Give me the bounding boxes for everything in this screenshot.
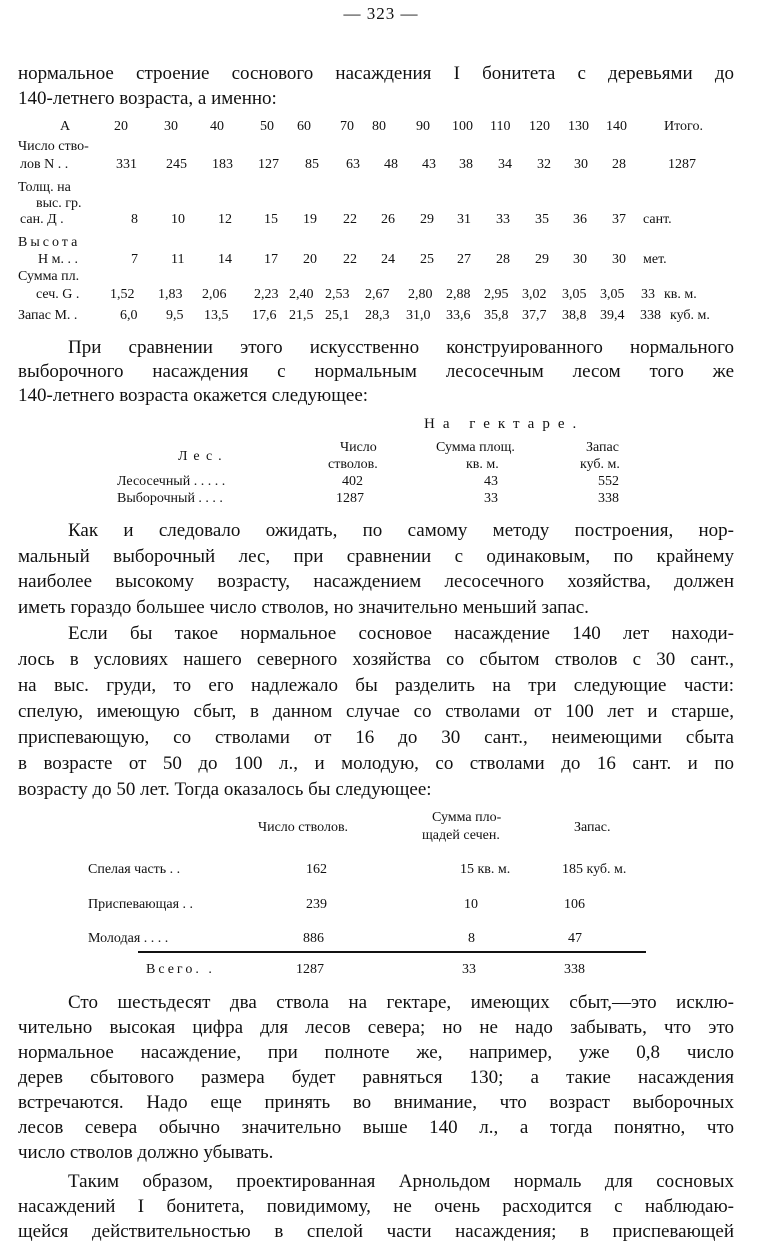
- table-cell: 15: [264, 212, 278, 227]
- row-label: Толщ. на: [18, 180, 71, 195]
- text-line: Таким образом, проектированная Арнольдом нормаль для сосновых: [68, 1171, 734, 1192]
- table-cell: 22: [343, 252, 357, 267]
- table-cell: 34: [498, 157, 512, 172]
- column-header: щадей сечен.: [422, 828, 500, 843]
- table-cell: 27: [457, 252, 471, 267]
- text-line: иметь гораздо большее число стволов, но значительно меньший запас.: [18, 597, 589, 618]
- table-cell: 17: [264, 252, 278, 267]
- table-cell: 2,80: [408, 287, 433, 302]
- table-cell: 2,23: [254, 287, 279, 302]
- table-cell: 13,5: [204, 308, 229, 323]
- table-cell: 2,53: [325, 287, 350, 302]
- table-header-cell: 80: [372, 119, 386, 134]
- table-cell: 22: [343, 212, 357, 227]
- row-label: Запас M. .: [18, 308, 78, 323]
- row-label: сеч. G .: [36, 287, 80, 302]
- row-label: выс. гр.: [36, 196, 82, 211]
- table-cell: 11: [171, 252, 185, 267]
- text-line: Если бы такое нормальное сосновое насаждение 140 лет находи-: [68, 623, 734, 644]
- table-cell: 17,6: [252, 308, 277, 323]
- table-header-cell: 140: [606, 119, 627, 134]
- table-header-cell: 100: [452, 119, 473, 134]
- table-cell: 43: [484, 474, 498, 489]
- text-line: нормальное насаждение, при полноте же, например, уже 0,8 число: [18, 1042, 734, 1063]
- text-line: чительно высокая цифра для лесов севера; но не надо забывать, что это: [18, 1017, 734, 1038]
- column-header: Сумма площ.: [436, 440, 515, 455]
- column-header: Сумма пло-: [432, 810, 502, 825]
- table-cell: 1,83: [158, 287, 183, 302]
- table-cell: 552: [598, 474, 619, 489]
- text-line: При сравнении этого искусственно конструированного нормального: [68, 337, 734, 358]
- row-label: Всего. .: [146, 962, 215, 977]
- table-cell: 33: [462, 962, 476, 977]
- table-cell: 28: [612, 157, 626, 172]
- text-line: мальный выборочный лес, при сравнении с одинаковым, по крайнему: [18, 546, 734, 567]
- table-cell: 3,05: [562, 287, 587, 302]
- table-cell: 24: [381, 252, 395, 267]
- total-rule: [138, 951, 646, 953]
- table-cell: 2,95: [484, 287, 509, 302]
- table-cell: 33: [484, 491, 498, 506]
- table-cell: 28,3: [365, 308, 390, 323]
- table-cell: 1287: [668, 157, 696, 172]
- row-label: Лесосечный . . . . .: [117, 474, 226, 489]
- table-cell: 9,5: [166, 308, 184, 323]
- text-line: возрасту до 50 лет. Тогда оказалось бы следующее:: [18, 779, 432, 800]
- table-cell: 1287: [336, 491, 364, 506]
- table-cell: 106: [564, 897, 585, 912]
- table-cell: 245: [166, 157, 187, 172]
- table-cell: 25,1: [325, 308, 350, 323]
- table-cell: 47: [568, 931, 582, 946]
- text-line: лось в условиях нашего северного хозяйства со сбытом стволов с 30 сант.,: [18, 649, 734, 670]
- text-line: на выс. груди, то его надлежало бы разделить на три следующие части:: [18, 675, 734, 696]
- text-line: дерев сбытового размера будет равняться 130; а такие насаждения: [18, 1067, 734, 1088]
- page-number: — 323 —: [343, 4, 419, 23]
- table-cell: 402: [342, 474, 363, 489]
- table-header-cell: A: [60, 119, 71, 134]
- table-cell: 338: [564, 962, 585, 977]
- table-cell: 2,06: [202, 287, 227, 302]
- row-label: H м. . .: [38, 252, 78, 267]
- table-cell: 338: [640, 308, 661, 323]
- text-line: лесов севера обычно значительно выше 140 л., а тогда понятно, что: [18, 1117, 734, 1138]
- row-label: Спелая часть . .: [88, 862, 181, 877]
- table-cell: 15 кв. м.: [460, 862, 511, 877]
- table-cell: 29: [535, 252, 549, 267]
- table-cell: 2,88: [446, 287, 471, 302]
- table-cell: 185 куб. м.: [562, 862, 627, 877]
- table-header-cell: 90: [416, 119, 430, 134]
- table-header-cell: 110: [490, 119, 511, 134]
- table-cell: 37: [612, 212, 626, 227]
- text-line: число стволов должно убывать.: [18, 1142, 274, 1163]
- text-line: насаждений I бонитета, повидимому, не очень расходится с наблюдаю-: [18, 1196, 734, 1217]
- group-header: На гектаре.: [424, 416, 585, 432]
- column-header: кв. м.: [466, 457, 499, 472]
- table-cell: 63: [346, 157, 360, 172]
- row-label: Приспевающая . .: [88, 897, 194, 912]
- table-cell: 31,0: [406, 308, 431, 323]
- table-cell: 6,0: [120, 308, 138, 323]
- table-cell: 30: [612, 252, 626, 267]
- table-cell: 35,8: [484, 308, 509, 323]
- text-line: 140-летнего возраста, а именно:: [18, 88, 277, 109]
- table-header-cell: 20: [114, 119, 128, 134]
- text-line: приспевающую, со стволами от 16 до 30 сант., неимеющими сбыта: [18, 727, 734, 748]
- text-line: Как и следовало ожидать, по самому методу построения, нор-: [68, 520, 734, 541]
- text-line: Сто шестьдесят два ствола на гектаре, имеющих сбыт,—это исклю-: [68, 992, 734, 1013]
- table-cell: 2,40: [289, 287, 314, 302]
- table-cell: 7: [131, 252, 138, 267]
- text-line: 140-летнего возраста окажется следующее:: [18, 385, 369, 406]
- unit-label: кв. м.: [664, 287, 697, 302]
- table-cell: 20: [303, 252, 317, 267]
- table-cell: 162: [306, 862, 327, 877]
- table-cell: 21,5: [289, 308, 314, 323]
- table-header-cell: 60: [297, 119, 311, 134]
- row-label: Сумма пл.: [18, 269, 80, 284]
- text-line: нормальное строение соснового насаждения I бонитета с деревьями до: [18, 63, 734, 84]
- table-cell: 886: [303, 931, 324, 946]
- table-header-cell: 120: [529, 119, 550, 134]
- unit-label: куб. м.: [670, 308, 710, 323]
- column-header: куб. м.: [580, 457, 620, 472]
- column-header: Запас.: [574, 820, 611, 835]
- table-cell: 39,4: [600, 308, 625, 323]
- table-header-cell: Итого.: [664, 119, 703, 134]
- table-cell: 38,8: [562, 308, 587, 323]
- unit-label: мет.: [643, 252, 667, 267]
- table-cell: 33: [641, 287, 655, 302]
- table-cell: 12: [218, 212, 232, 227]
- table-cell: 239: [306, 897, 327, 912]
- table-cell: 48: [384, 157, 398, 172]
- text-line: щейся действительностью в спелой части насаждения; в приспевающей: [18, 1221, 734, 1242]
- text-line: выборочного насаждения с нормальным лесосечным лесом того же: [18, 361, 734, 382]
- column-header: Запас: [586, 440, 619, 455]
- table-cell: 8: [131, 212, 138, 227]
- table-cell: 14: [218, 252, 232, 267]
- table-header-cell: 70: [340, 119, 354, 134]
- table-cell: 30: [573, 252, 587, 267]
- table-cell: 38: [459, 157, 473, 172]
- table-cell: 30: [574, 157, 588, 172]
- table-cell: 2,67: [365, 287, 390, 302]
- table-cell: 1287: [296, 962, 324, 977]
- table-cell: 37,7: [522, 308, 547, 323]
- table-header-cell: 130: [568, 119, 589, 134]
- column-header: Число: [340, 440, 377, 455]
- row-label: Молодая . . . .: [88, 931, 169, 946]
- table-cell: 85: [305, 157, 319, 172]
- table-cell: 19: [303, 212, 317, 227]
- table-cell: 25: [420, 252, 434, 267]
- table-cell: 28: [496, 252, 510, 267]
- table-cell: 10: [171, 212, 185, 227]
- table-cell: 32: [537, 157, 551, 172]
- table-cell: 3,02: [522, 287, 547, 302]
- table-cell: 3,05: [600, 287, 625, 302]
- row-label: Высота: [18, 235, 81, 250]
- table-cell: 183: [212, 157, 233, 172]
- row-label: лов N . .: [20, 157, 69, 172]
- table-cell: 33,6: [446, 308, 471, 323]
- column-header: Лес.: [178, 449, 228, 464]
- table-cell: 29: [420, 212, 434, 227]
- table-cell: 36: [573, 212, 587, 227]
- row-label: Число ство-: [18, 139, 89, 154]
- table-cell: 43: [422, 157, 436, 172]
- column-header: стволов.: [328, 457, 378, 472]
- column-header: Число стволов.: [258, 820, 349, 835]
- text-line: встречаются. Надо еще принять во внимание, что возраст выборочных: [18, 1092, 734, 1113]
- row-label: сан. Д .: [20, 212, 64, 227]
- table-cell: 10: [464, 897, 478, 912]
- table-cell: 8: [468, 931, 475, 946]
- table-cell: 331: [116, 157, 137, 172]
- unit-label: сант.: [643, 212, 672, 227]
- table-cell: 35: [535, 212, 549, 227]
- table-cell: 1,52: [110, 287, 135, 302]
- table-header-cell: 30: [164, 119, 178, 134]
- text-line: наиболее высокому возрасту, насаждением лесосечного хозяйства, должен: [18, 571, 734, 592]
- table-cell: 338: [598, 491, 619, 506]
- text-line: в возрасте от 50 до 100 л., и молодую, со стволами до 16 сант. и по: [18, 753, 734, 774]
- row-label: Выборочный . . . .: [117, 491, 223, 506]
- table-cell: 31: [457, 212, 471, 227]
- table-cell: 33: [496, 212, 510, 227]
- table-header-cell: 40: [210, 119, 224, 134]
- table-cell: 127: [258, 157, 279, 172]
- table-cell: 26: [381, 212, 395, 227]
- text-line: спелую, имеющую сбыт, в данном случае со стволами от 100 лет и старше,: [18, 701, 734, 722]
- table-header-cell: 50: [260, 119, 274, 134]
